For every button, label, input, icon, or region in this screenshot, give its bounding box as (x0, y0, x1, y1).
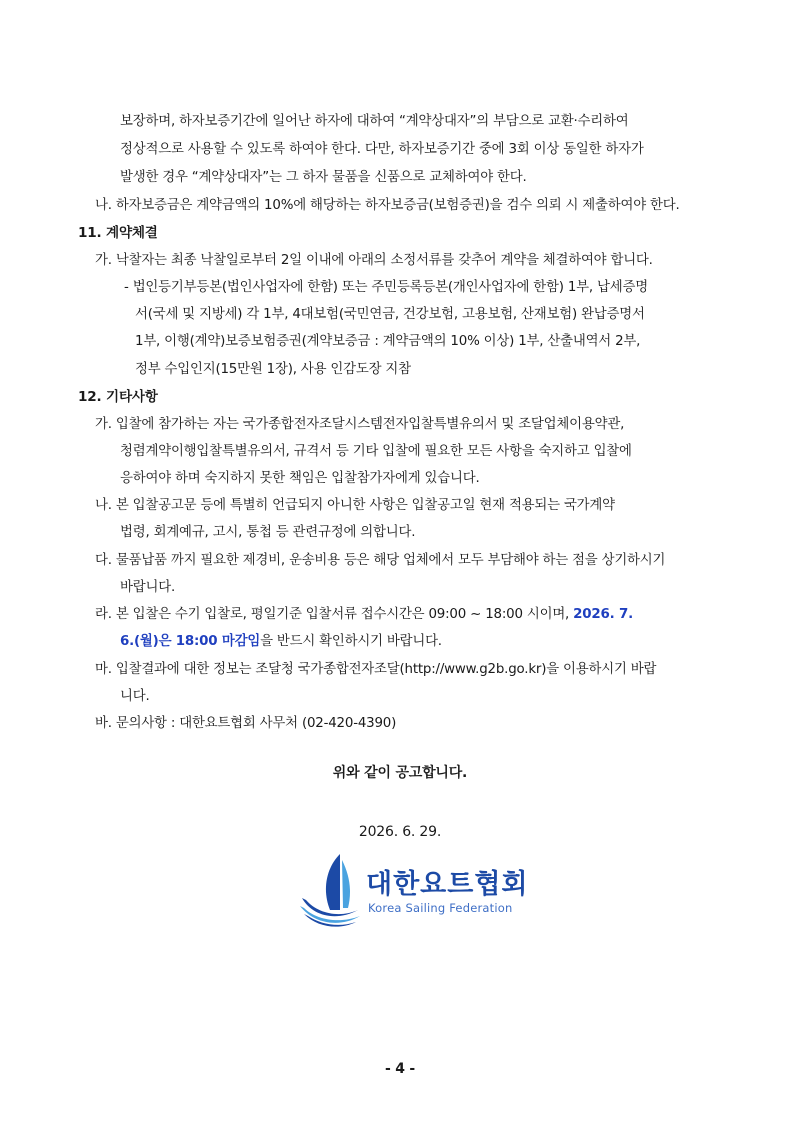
section-12-ga-line-2: 청렴계약이행입찰특별유의서, 규격서 등 기타 입찰에 필요한 모든 사항을 숙지하고 입찰에 (120, 444, 632, 459)
federation-logo (296, 850, 529, 930)
deadline-time-highlight: 18:00 마감임 (175, 634, 261, 649)
section-11-docs-line-2: 서(국세 및 지방세) 각 1부, 4대보험(국민연금, 건강보험, 고용보험, 산재보험) 완납증명서 (135, 307, 645, 322)
warranty-deposit-item: 나. 하자보증금은 계약금액의 10%에 해당하는 하자보증금(보험증권)을 검수 의뢰 시 제출하여야 한다. (95, 198, 680, 213)
deadline-day-highlight: 6.(월)은 (120, 634, 176, 649)
section-12-ba-contact: 바. 문의사항 : 대한요트협회 사무처 (02-420-4390) (95, 716, 397, 731)
section-12-ra-line-2 (120, 633, 442, 651)
warranty-line-3: 발생한 경우 “계약상대자”는 그 하자 물품을 신품으로 교체하여야 한다. (120, 170, 527, 185)
warranty-line-1: 보장하며, 하자보증기간에 일어난 하자에 대하여 “계약상대자”의 부담으로 교환·수리하여 (120, 114, 629, 129)
section-11-item-ga: 가. 낙찰자는 최종 낙찰일로부터 2일 이내에 아래의 소정서류를 갖추어 계약을 체결하여야 합니다. (95, 253, 653, 268)
page-number: - 4 - (384, 1061, 416, 1077)
section-12-ra-line-1 (95, 606, 633, 624)
section-11-heading: 11. 계약체결 (78, 225, 158, 241)
ra-line-1-text: 라. 본 입찰은 수기 입찰로, 평일기준 입찰서류 접수시간은 09:00 ~ 18:00 시이며, (95, 607, 574, 622)
section-12-na-line-2: 법령, 회계예규, 고시, 통첩 등 관련규정에 의합니다. (120, 525, 416, 540)
closing-statement: 위와 같이 공고합니다. (332, 765, 468, 781)
section-12-da-line-1: 다. 물품납품 까지 필요한 제경비, 운송비용 등은 해당 업체에서 모두 부담해야 하는 점을 상기하시기 (95, 553, 666, 568)
logo-english-name: Korea Sailing Federation (368, 901, 513, 915)
section-11-docs-line-4: 정부 수입인지(15만원 1장), 사용 인감도장 지참 (135, 362, 411, 377)
deadline-date-highlight: 2026. 7. (573, 607, 633, 622)
section-12-heading: 12. 기타사항 (78, 389, 158, 405)
section-12-ma-line-1: 마. 입찰결과에 대한 정보는 조달청 국가종합전자조달(http://www.g2b.go.kr)을 이용하시기 바랍 (95, 662, 657, 677)
section-11-docs-line-3: 1부, 이행(계약)보증보험증권(계약보증금 : 계약금액의 10% 이상) 1부, 산출내역서 2부, (135, 334, 641, 349)
section-12-ma-line-2: 니다. (120, 689, 150, 704)
section-12-ga-line-1: 가. 입찰에 참가하는 자는 국가종합전자조달시스템전자입찰특별유의서 및 조달업체이용약관, (95, 417, 625, 432)
section-12-na-line-1: 나. 본 입찰공고문 등에 특별히 언급되지 아니한 사항은 입찰공고일 현재 적용되는 국가계약 (95, 498, 615, 513)
section-12-da-line-2: 바랍니다. (120, 580, 175, 595)
warranty-line-2: 정상적으로 사용할 수 있도록 하여야 한다. 다만, 하자보증기간 중에 3회 이상 동일한 하자가 (120, 142, 644, 157)
section-11-docs-line-1: - 법인등기부등본(법인사업자에 한함) 또는 주민등록등본(개인사업자에 한함) 1부, 납세증명 (124, 280, 648, 295)
ra-line-2-text: 을 반드시 확인하시기 바랍니다. (260, 634, 442, 649)
logo-korean-name: 대한요트협회 (366, 869, 529, 900)
section-12-ga-line-3: 응하여야 하며 숙지하지 못한 책임은 입찰참가자에게 있습니다. (120, 471, 480, 486)
announcement-date: 2026. 6. 29. (358, 824, 442, 840)
sailboat-emblem-icon (296, 850, 362, 930)
